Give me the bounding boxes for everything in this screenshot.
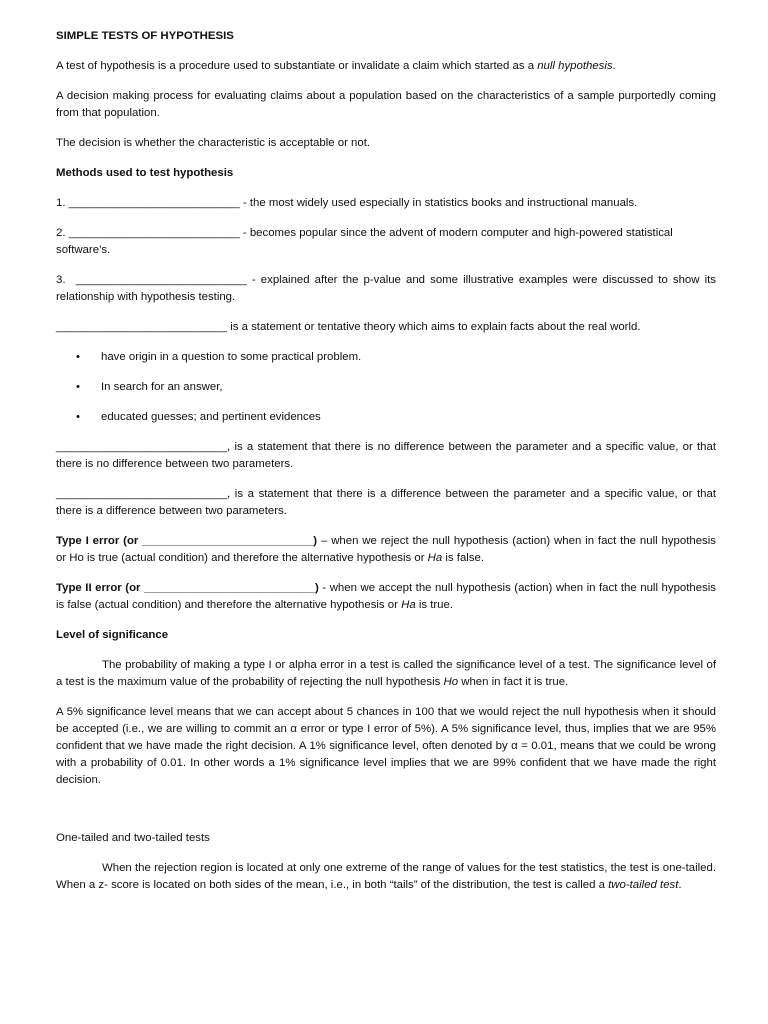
tails-heading: One-tailed and two-tailed tests — [56, 832, 210, 844]
fill-blank: ___________________________ — [75, 274, 247, 286]
hypothesis-definition: ___________________________ is a statement or tentative theory which aims to explain facts about the real world. — [56, 321, 641, 333]
type-two-error-paragraph: Type II error (or ___________________________) - when we accept the null hypothesis (action) when in fact the null hypothesis is false (actual condition) and therefore the alternative hypothesis or Ha is true. — [56, 582, 716, 611]
document-body — [56, 28, 716, 894]
fill-blank: ___________________________ — [56, 321, 228, 333]
bullet-icon: • — [76, 411, 80, 423]
null-hypothesis-definition: ___________________________, is a statement that there is no difference between the parameter and a specific value, or that there is no difference between two parameters. — [56, 441, 716, 470]
hypothesis-bullet-list — [56, 349, 716, 426]
list-item: • educated guesses; and pertinent evidences — [56, 409, 716, 426]
type-two-error-label: Type II error (or ___________________________) — [56, 582, 319, 594]
fill-blank: ___________________________ — [56, 441, 228, 453]
fill-blank: ___________________________ — [56, 488, 228, 500]
method-item-1: 1. ___________________________ - the most widely used especially in statistics books and instructional manuals. — [56, 197, 638, 209]
significance-heading: Level of significance — [56, 629, 169, 641]
bullet-icon: • — [76, 351, 80, 363]
method-item-3: 3. ___________________________ - explained after the p-value and some illustrative examples were discussed to show its relationship with hypothesis testing. — [56, 274, 716, 303]
significance-paragraph-1: The probability of making a type I or alpha error in a test is called the significance level of a test. The significance level of a test is the maximum value of the probability of rejecting the null hypothesis Ho when in fact it is true. — [56, 659, 716, 688]
decision-paragraph: The decision is whether the characteristic is acceptable or not. — [56, 137, 371, 149]
alternative-hypothesis-definition: ___________________________, is a statement that there is a difference between the parameter and a specific value, or that there is a difference between two parameters. — [56, 488, 716, 517]
fill-blank: ___________________________ — [144, 582, 316, 594]
intro-paragraph: A test of hypothesis is a procedure used to substantiate or invalidate a claim which started as a null hypothesis. — [56, 60, 616, 72]
fill-blank: ___________________________ — [68, 227, 240, 239]
method-item-2: 2. ___________________________ - becomes popular since the advent of modern computer and high-powered statistical software’s. — [56, 227, 673, 256]
list-item: • In search for an answer, — [56, 379, 716, 396]
list-item: • have origin in a question to some practical problem. — [56, 349, 716, 366]
null-hypothesis-term: null hypothesis — [537, 60, 613, 72]
significance-paragraph-2: A 5% significance level means that we can accept about 5 chances in 100 that we would reject the null hypothesis when it should be accepted (i.e., we are willing to commit an α error or type I error of 5%). A 5% significance level, thus, implies that we are 95% confident that we have made the right decision. A 1% significance level, often denoted by α = 0.01, means that we could be wrong with a probability of 0.01. In other words a 1% significance level implies that we are 99% confident that we have made the right decision. — [56, 706, 716, 786]
document-title: SIMPLE TESTS OF HYPOTHESIS — [56, 30, 234, 42]
tails-paragraph: When the rejection region is located at only one extreme of the range of values for the test statistics, the test is one-tailed. When a z- score is located on both sides of the mean, i.e., in both “tails” of the distribution, the test is called a two-tailed test. — [56, 862, 716, 891]
type-one-error-paragraph: Type I error (or ___________________________) – when we reject the null hypothesis (action) when in fact the null hypothesis or Ho is true (actual condition) and therefore the alternative hypothesis or Ha is false. — [56, 535, 716, 564]
methods-heading: Methods used to test hypothesis — [56, 167, 234, 179]
decision-process-paragraph: A decision making process for evaluating claims about a population based on the characteristics of a sample purportedly coming from that population. — [56, 90, 716, 119]
fill-blank: ___________________________ — [142, 535, 314, 547]
fill-blank: ___________________________ — [68, 197, 240, 209]
bullet-icon: • — [76, 381, 80, 393]
type-one-error-label: Type I error (or ___________________________) — [56, 535, 318, 547]
